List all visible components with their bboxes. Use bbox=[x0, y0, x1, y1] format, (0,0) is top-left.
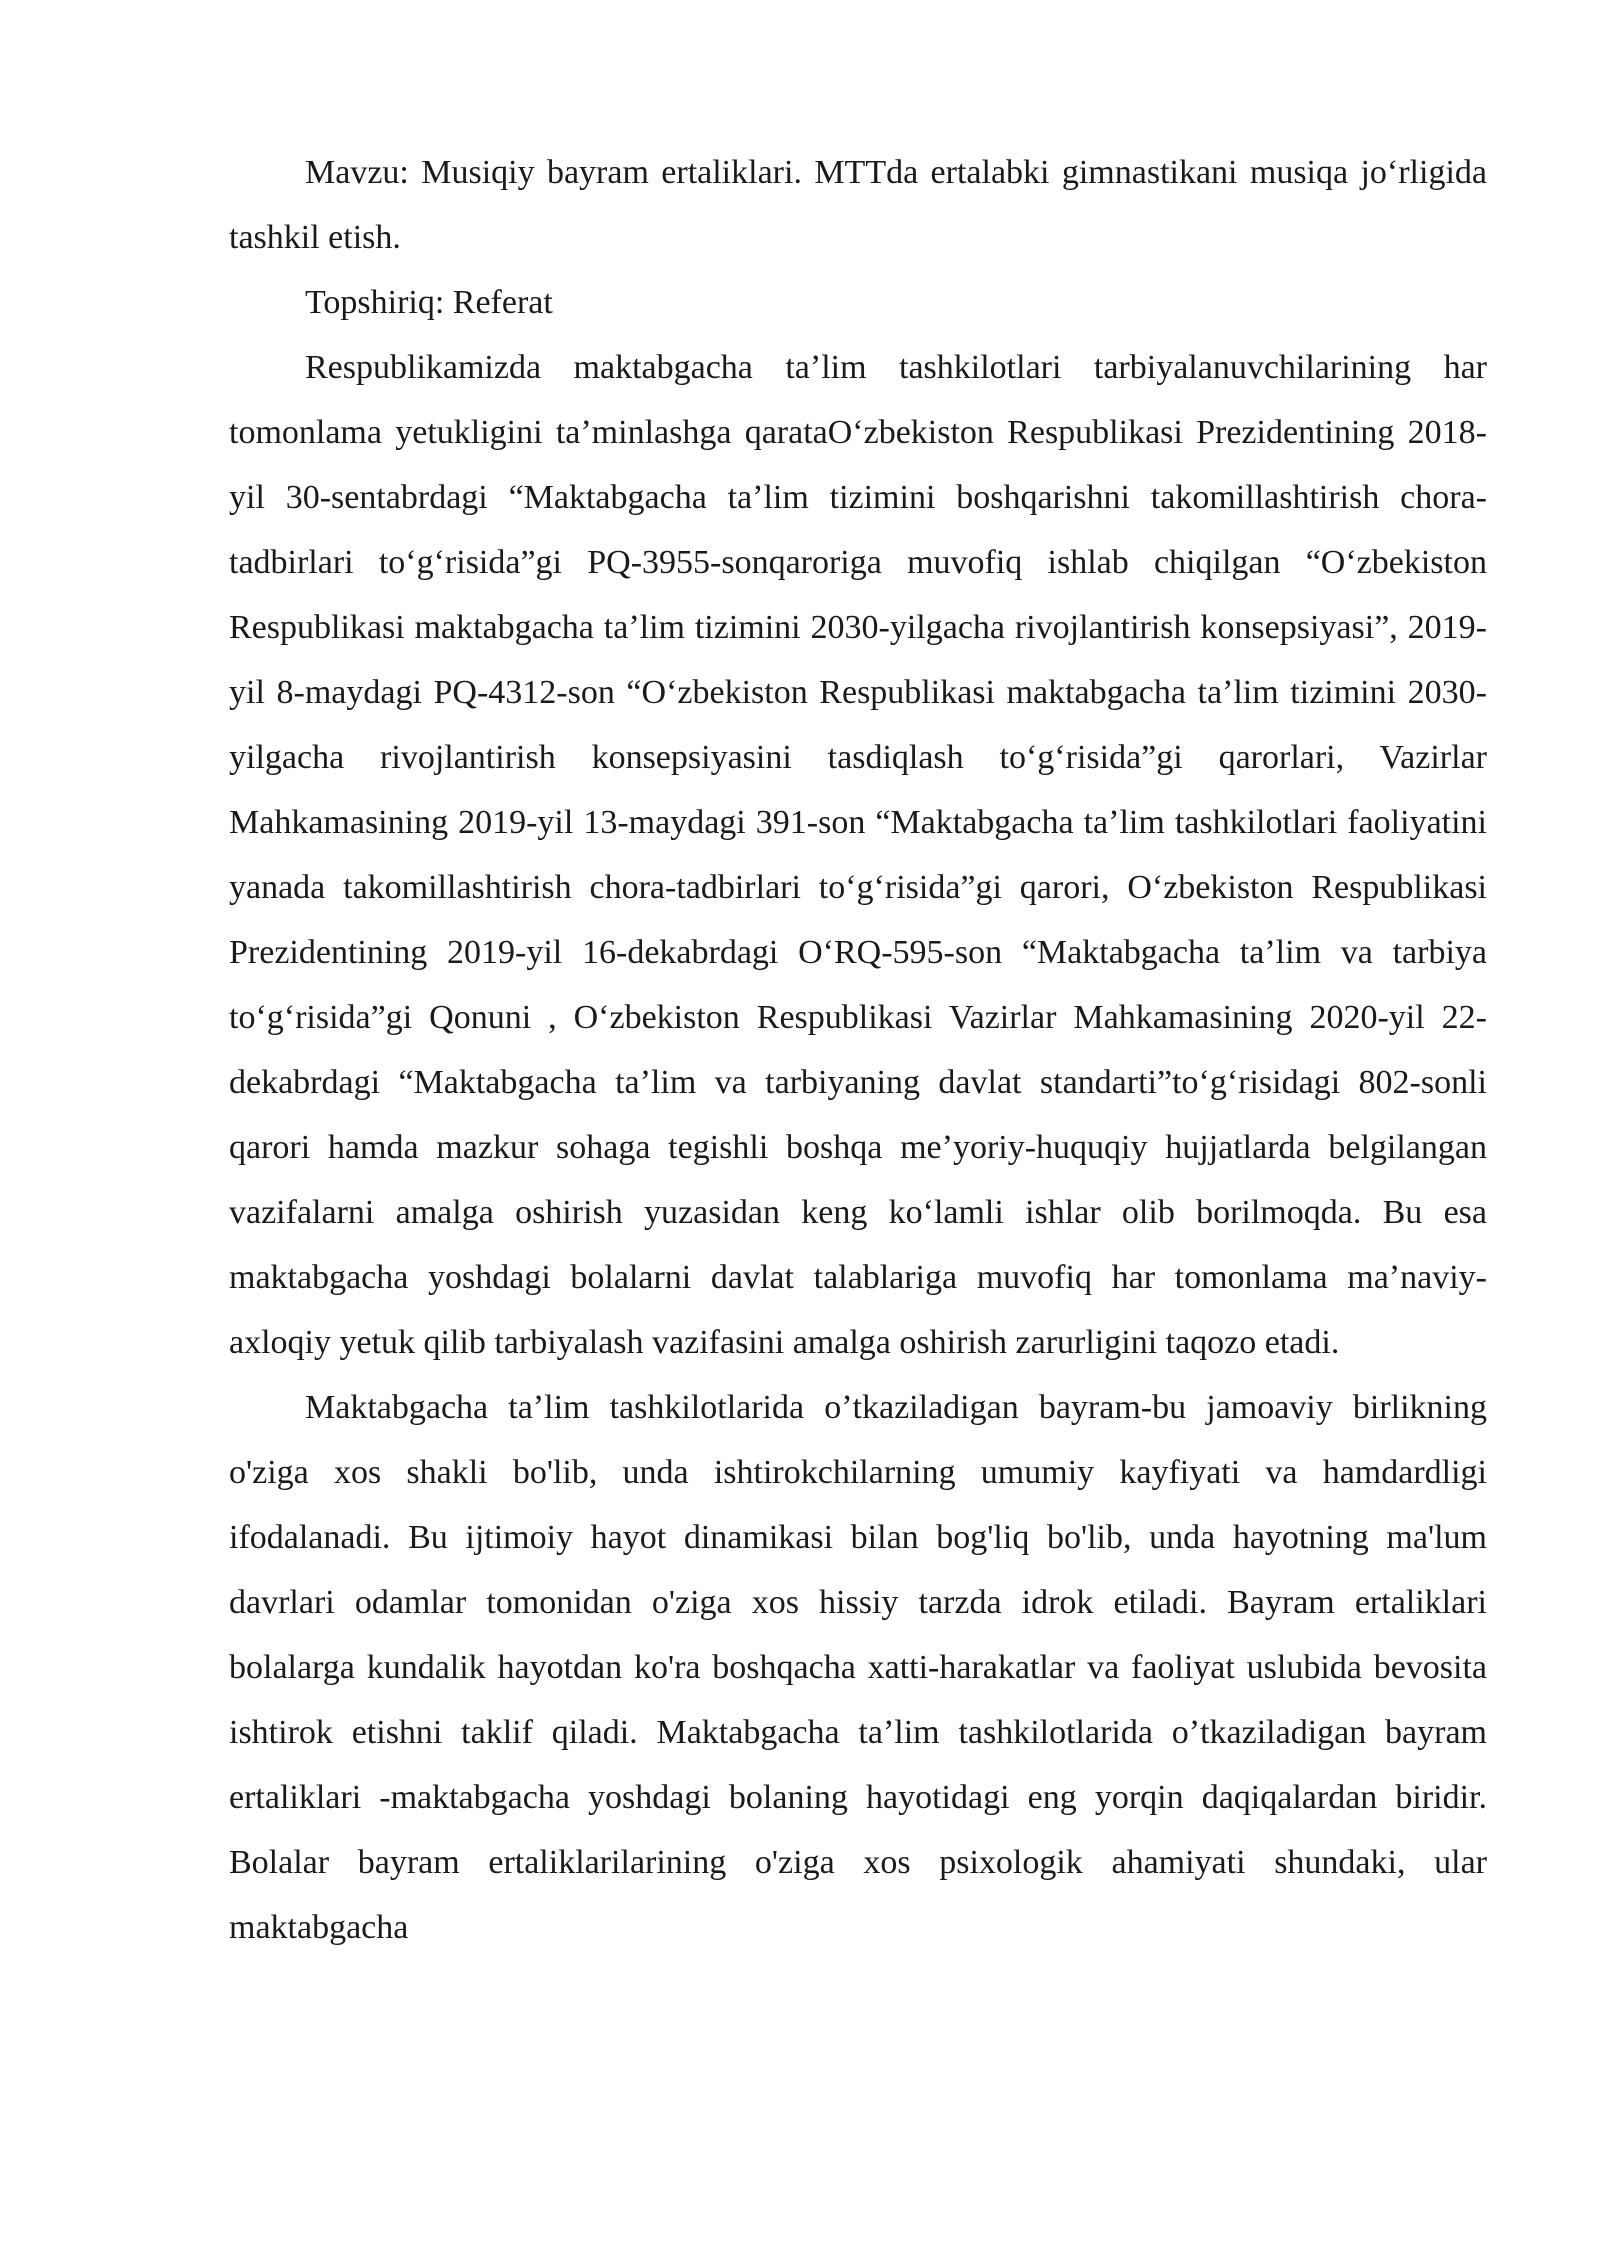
paragraph-celebrations: Maktabgacha taʼlim tashkilotlarida oʼtkaziladigan bayram-bu jamoaviy birlikning o'ziga xos shakli bo'lib, unda ishtirokchilarning umumiy kayfiyati va hamdardligi ifodalanadi. Bu ijtimoiy hayot dinamikasi bilan bog'liq bo'lib, unda hayotning ma'lum davrlari odamlar tomonidan o'ziga xos hissiy tarzda idrok etiladi. Bayram ertaliklari bolalarga kundalik hayotdan ko'ra boshqacha xatti-harakatlar va faoliyat uslubida bevosita ishtirok etishni taklif qiladi. Maktabgacha taʼlim tashkilotlarida oʼtkaziladigan bayram ertaliklari -maktabgacha yoshdagi bolaning hayotidagi eng yorqin daqiqalardan biridir. Bolalar bayram ertaliklarilarining o'ziga xos psixologik ahamiyati shundaki, ular maktabgacha bbox=[229, 1389, 1487, 1946]
paragraph-assignment: Topshiriq: Referat bbox=[305, 284, 553, 321]
paragraph-legal-background: Respublikamizda maktabgacha taʼlim tashkilotlari tarbiyalanuvchilarining har tomonlama yetukligini taʼminlashga qarataOʻzbekiston Respublikasi Prezidentining 2018-yil 30-sentabrdagi “Maktabgacha taʼlim tizimini boshqarishni takomillashtirish chora-tadbirlari toʻgʻrisida”gi PQ-3955-sonqaroriga muvofiq ishlab chiqilgan “Oʻzbekiston Respublikasi maktabgacha taʼlim tizimini 2030-yilgacha rivojlantirish konsepsiyasi”, 2019-yil 8-maydagi PQ-4312-son “Oʻzbekiston Respublikasi maktabgacha taʼlim tizimini 2030-yilgacha rivojlantirish konsepsiyasini tasdiqlash toʻgʻrisida”gi qarorlari, Vazirlar Mahkamasining 2019-yil 13-maydagi 391-son “Maktabgacha taʼlim tashkilotlari faoliyatini yanada takomillashtirish chora-tadbirlari toʻgʻrisida”gi qarori, Oʻzbekiston Respublikasi Prezidentining 2019-yil 16-dekabrdagi OʻRQ-595-son “Maktabgacha taʼlim va tarbiya toʻgʻrisida”gi Qonuni , Oʻzbekiston Respublikasi Vazirlar Mahkamasining 2020-yil 22-dekabrdagi “Maktabgacha taʼlim va tarbiyaning davlat standarti”toʻgʻrisidagi 802-sonli qarori hamda mazkur sohaga tegishli boshqa meʼyoriy-huquqiy hujjatlarda belgilangan vazifalarni amalga oshirish yuzasidan keng koʻlamli ishlar olib borilmoqda. Bu esa maktabgacha yoshdagi bolalarni davlat talablariga muvofiq har tomonlama maʼnaviy-axloqiy yetuk qilib tarbiyalash vazifasini amalga oshirish zarurligini taqozo etadi. bbox=[229, 349, 1487, 1361]
paragraph-topic: Mavzu: Musiqiy bayram ertaliklari. MTTda ertalabki gimnastikani musiqa joʻrligida tashkil etish. bbox=[229, 154, 1487, 256]
document-body bbox=[229, 140, 1487, 1960]
